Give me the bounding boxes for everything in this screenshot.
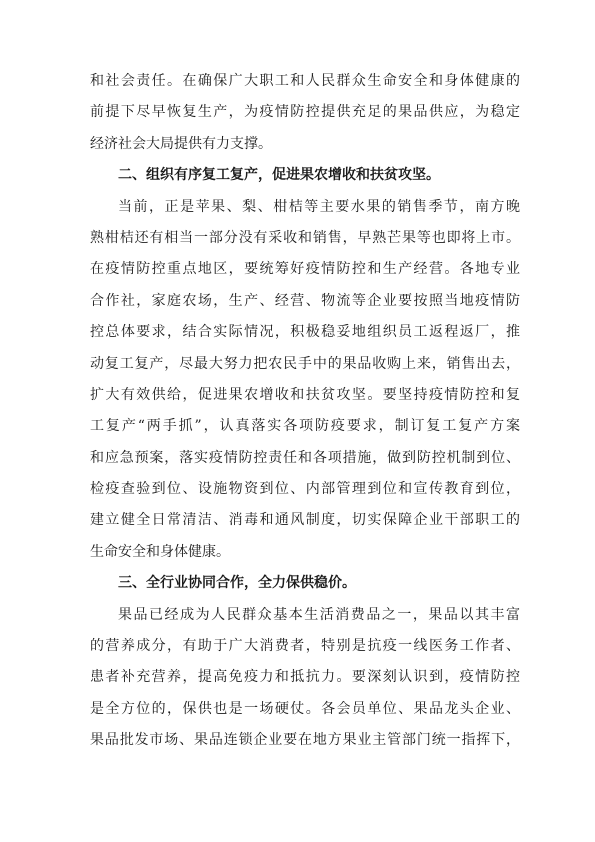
paragraph-line: 前提下尽早恢复生产，为疫情防控提供充足的果品供应，为稳定 (90, 104, 520, 121)
paragraph-line: 和社会责任。在确保广大职工和人民群众生命安全和身体健康的 (90, 73, 520, 89)
section-heading: 二、组织有序复工复产，促进果农增收和扶贫攻坚。 (118, 167, 440, 184)
paragraph-line: 熟柑桔还有相当一部分没有采收和销售，早熟芒果等也即将上市。 (90, 229, 520, 246)
paragraph-line: 合作社，家庭农场，生产、经营、物流等企业要按照当地疫情防 (90, 292, 520, 309)
paragraph-line: 生命安全和身体健康。 (90, 543, 230, 560)
paragraph-line: 扩大有效供给，促进果农增收和扶贫攻坚。要坚持疫情防控和复 (90, 386, 520, 403)
paragraph-line: 建立健全日常清洁、消毒和通风制度，切实保障企业干部职工的 (90, 512, 520, 529)
paragraph-line: 患者补充营养，提高免疫力和抵抗力。要深刻认识到，疫情防控 (90, 669, 520, 686)
paragraph-line: 检疫查验到位、设施物资到位、内部管理到位和宣传教育到位， (90, 481, 520, 498)
section-heading: 三、全行业协同合作，全力保供稳价。 (118, 575, 356, 592)
paragraph-line: 工复产“两手抓”，认真落实各项防疫要求，制订复工复产方案 (90, 418, 520, 435)
paragraph-line: 的营养成分，有助于广大消费者，特别是抗疫一线医务工作者、 (90, 638, 520, 655)
paragraph-line: 控总体要求，结合实际情况，积极稳妥地组织员工返程返厂，推 (90, 324, 520, 341)
paragraph-line: 当前，正是苹果、梨、柑桔等主要水果的销售季节，南方晚 (118, 198, 520, 215)
paragraph-line: 果品已经成为人民群众基本生活消费品之一，果品以其丰富 (118, 606, 520, 623)
paragraph-line: 果品批发市场、果品连锁企业要在地方果业主管部门统一指挥下， (90, 732, 520, 749)
document-body (90, 66, 520, 757)
paragraph-line: 动复工复产，尽最大努力把农民手中的果品收购上来，销售出去， (90, 355, 520, 372)
paragraph-line: 是全方位的，保供也是一场硬仗。各会员单位、果品龙头企业、 (90, 700, 520, 717)
paragraph-line: 经济社会大局提供有力支撑。 (90, 135, 272, 152)
paragraph-line: 在疫情防控重点地区，要统筹好疫情防控和生产经营。各地专业 (90, 261, 520, 278)
paragraph-line: 和应急预案，落实疫情防控责任和各项措施，做到防控机制到位、 (90, 449, 520, 466)
